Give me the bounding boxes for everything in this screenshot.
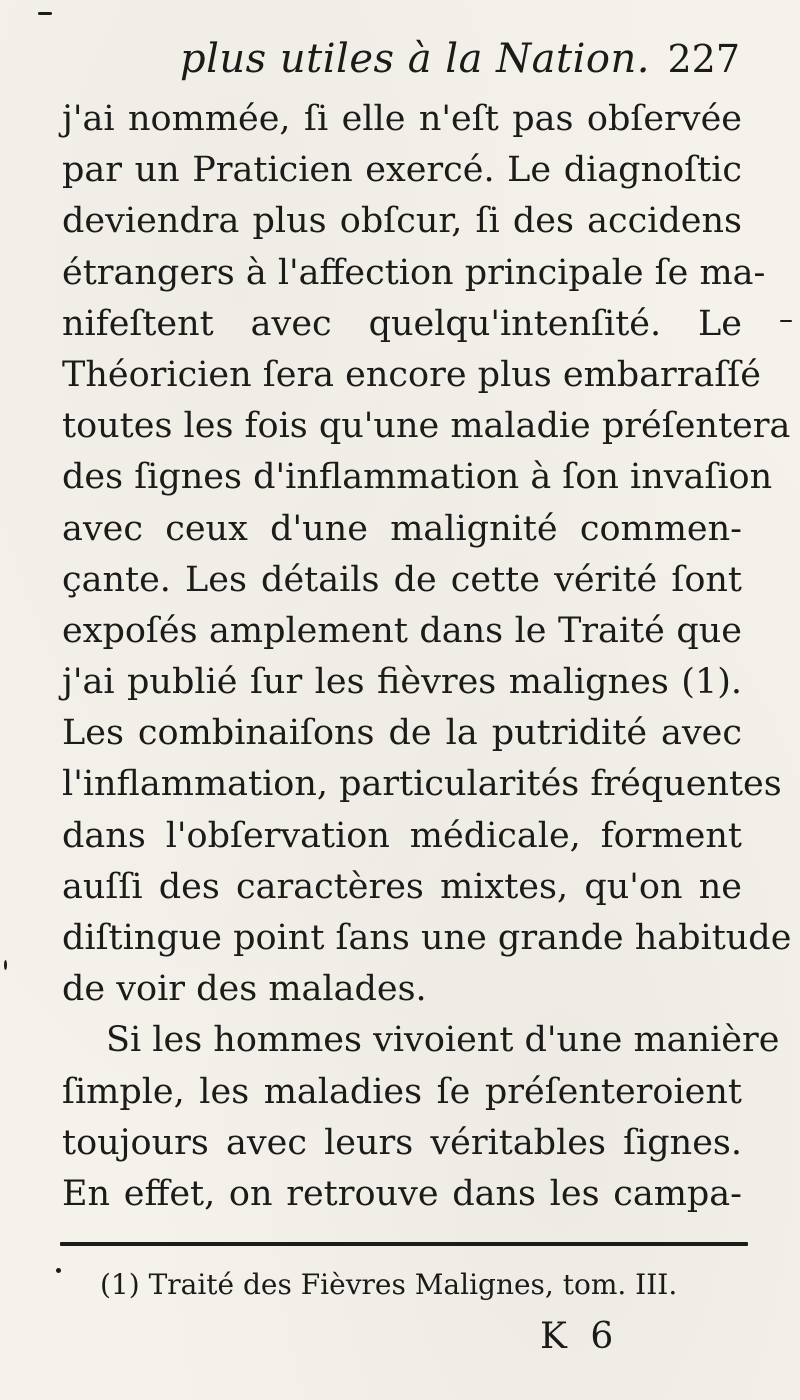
page-header — [180, 36, 740, 82]
page-number: 227 — [667, 37, 740, 81]
text-line: dans l'obſervation médicale, forment — [62, 815, 742, 856]
text-line: Les combinaiſons de la putridité avec — [62, 713, 742, 754]
text-line: toutes les fois qu'une maladie préſentera — [62, 406, 791, 447]
text-line: diſtingue point ſans une grande habitude — [62, 918, 792, 958]
text-line: étrangers à l'affection principale ſe ma- — [62, 252, 766, 293]
text-line: de voir des malades. — [62, 969, 427, 1010]
text-line: expoſés amplement dans le Traité que — [62, 610, 742, 651]
ink-speck — [4, 960, 7, 970]
ink-speck — [56, 1268, 61, 1273]
text-line: j'ai publié ſur les fièvres malignes (1). — [62, 662, 742, 703]
ink-speck — [780, 320, 792, 322]
footnote-rule — [60, 1242, 748, 1246]
text-line: En effet, on retrouve dans les campa- — [62, 1173, 742, 1214]
text-line: toujours avec leurs véritables ſignes. — [62, 1122, 742, 1163]
text-line: avec ceux d'une malignité commen- — [62, 508, 742, 549]
text-line: Théoricien ſera encore plus embarraſſé — [62, 354, 762, 395]
ink-speck — [38, 12, 52, 15]
text-line: deviendra plus obſcur, ſi des accidens — [62, 201, 742, 242]
text-line: auſſi des caractères mixtes, qu'on ne — [62, 866, 742, 907]
text-line: Si les hommes vivoient d'une manière — [106, 1020, 780, 1061]
running-head: plus utiles à la Nation. — [180, 36, 650, 82]
footnote: (1) Traité des Fièvres Malignes, tom. III. — [100, 1268, 678, 1301]
text-line: çante. Les détails de cette vérité ſont — [62, 559, 742, 600]
text-line: l'inflammation, particularités fréquentes — [62, 764, 782, 805]
body-text — [62, 94, 792, 1220]
signature-mark: K 6 — [540, 1316, 620, 1357]
text-line: j'ai nommée, ſi elle n'eſt pas obſervée — [62, 99, 742, 139]
text-line: par un Praticien exercé. Le diagnoſtic — [62, 150, 742, 191]
text-line: nifeſtent avec quelqu'intenſité. Le — [62, 303, 742, 344]
text-line: ſimple, les maladies ſe préſenteroient — [62, 1071, 742, 1112]
text-line: des ſignes d'inflammation à ſon invaſion — [62, 457, 773, 498]
